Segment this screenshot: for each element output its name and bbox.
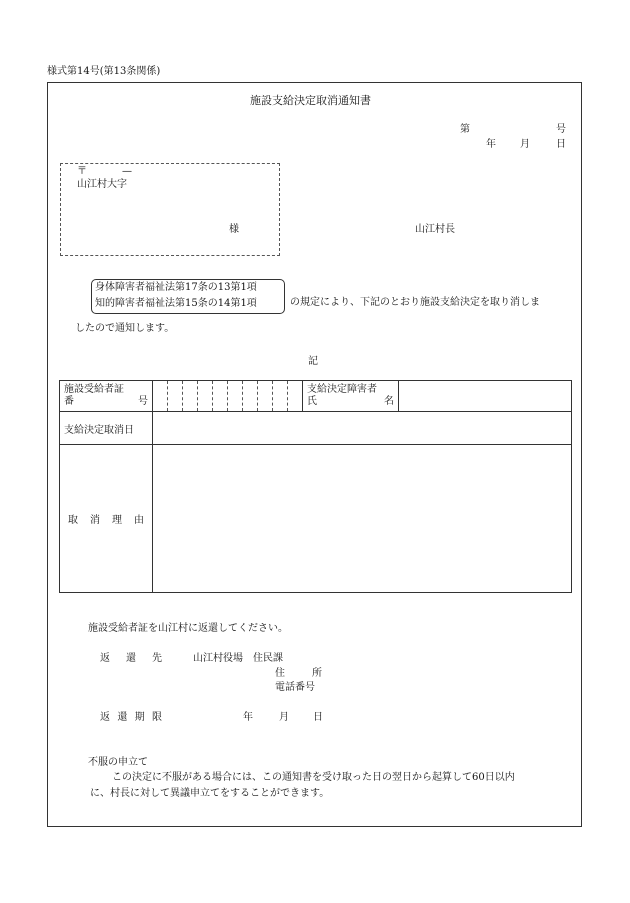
doc-number-dai: 第 bbox=[460, 124, 470, 135]
cert-number-label-top: 施設受給者証 bbox=[64, 384, 124, 395]
address-box bbox=[60, 163, 280, 256]
cancel-date-label: 支給決定取消日 bbox=[60, 412, 153, 445]
reason-value[interactable] bbox=[153, 445, 572, 593]
recipient-name-label-bottom: 氏 名 bbox=[307, 396, 394, 407]
cert-number-digit[interactable] bbox=[273, 381, 288, 412]
form-caption: 様式第14号(第13条関係) bbox=[47, 66, 161, 77]
detail-table bbox=[59, 380, 572, 593]
appeal-line-1: この決定に不服がある場合には、この通知書を受け取った日の翌日から起算して60日以内 bbox=[112, 772, 515, 783]
law-1: 身体障害者福祉法第17条の13第1項 bbox=[95, 282, 257, 293]
cert-number-label bbox=[60, 381, 153, 412]
reason-label: 取 消 理 由 bbox=[60, 445, 153, 593]
return-dest-label: 返 還 先 bbox=[100, 653, 162, 664]
postal-dash: — bbox=[122, 166, 132, 177]
date-year: 年 bbox=[486, 139, 496, 150]
sender: 山江村長 bbox=[415, 224, 455, 235]
postal-mark: 〒 bbox=[77, 166, 87, 177]
cert-number-digit[interactable] bbox=[168, 381, 183, 412]
recipient-name-value[interactable] bbox=[399, 381, 572, 412]
return-phone-label: 電話番号 bbox=[275, 682, 315, 693]
cert-number-digit[interactable] bbox=[198, 381, 213, 412]
ki-heading: 記 bbox=[308, 356, 318, 367]
return-address-label: 住 所 bbox=[275, 668, 322, 679]
return-deadline-label: 返 還 期 限 bbox=[100, 712, 162, 723]
cert-number-digit[interactable] bbox=[288, 381, 303, 412]
appeal-heading: 不服の申立て bbox=[88, 757, 148, 768]
cert-number-digit[interactable] bbox=[228, 381, 243, 412]
cert-number-digit[interactable] bbox=[258, 381, 273, 412]
body-line-1: の規定により、下記のとおり施設支給決定を取り消しま bbox=[290, 297, 540, 308]
date-day: 日 bbox=[556, 139, 566, 150]
law-2: 知的障害者福祉法第15条の14第1項 bbox=[95, 298, 257, 309]
page-title: 施設支給決定取消通知書 bbox=[250, 94, 371, 107]
address-village: 山江村大字 bbox=[77, 179, 127, 190]
return-note: 施設受給者証を山江村に返還してください。 bbox=[88, 623, 288, 634]
body-line-2: したので通知します。 bbox=[75, 323, 175, 334]
return-office: 山江村役場 住民課 bbox=[193, 653, 283, 664]
recipient-name-label bbox=[303, 381, 399, 412]
deadline-month: 月 bbox=[279, 712, 289, 723]
doc-number-go: 号 bbox=[556, 124, 566, 135]
cert-number-digit[interactable] bbox=[183, 381, 198, 412]
recipient-name-label-top: 支給決定障害者 bbox=[307, 384, 377, 395]
cert-number-digit[interactable] bbox=[213, 381, 228, 412]
cancel-date-value[interactable] bbox=[153, 412, 572, 445]
appeal-line-2: に、村長に対して異議申立てをすることができます。 bbox=[90, 788, 330, 799]
deadline-year: 年 bbox=[243, 712, 253, 723]
cert-number-digit[interactable] bbox=[153, 381, 168, 412]
date-month: 月 bbox=[520, 139, 530, 150]
deadline-day: 日 bbox=[313, 712, 323, 723]
cert-number-label-bottom: 番 号 bbox=[64, 396, 148, 407]
address-sama: 様 bbox=[229, 224, 239, 235]
cert-number-digit[interactable] bbox=[243, 381, 258, 412]
